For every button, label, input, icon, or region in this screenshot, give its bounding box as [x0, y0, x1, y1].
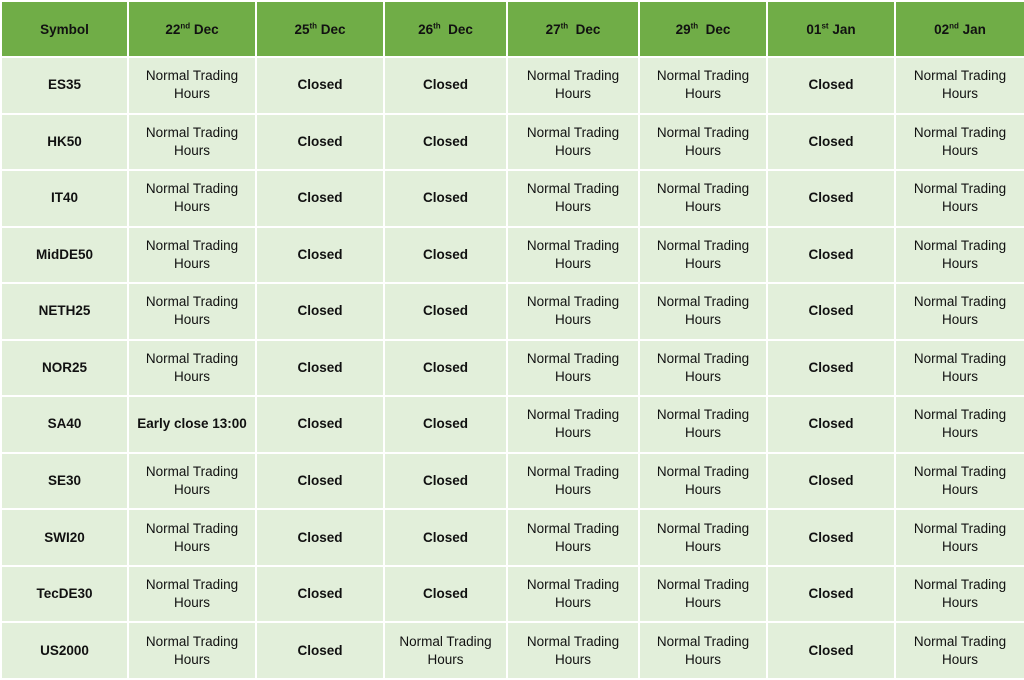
- status-cell: Closed: [768, 567, 894, 622]
- status-cell: Normal Trading Hours: [129, 58, 255, 113]
- status-cell: Normal Trading Hours: [508, 171, 638, 226]
- status-cell: Closed: [385, 567, 506, 622]
- status-cell: Normal Trading Hours: [385, 623, 506, 678]
- status-cell: Normal Trading Hours: [896, 341, 1024, 396]
- status-cell: Closed: [385, 341, 506, 396]
- status-cell: Closed: [257, 115, 383, 170]
- status-cell: Normal Trading Hours: [896, 397, 1024, 452]
- status-cell: Normal Trading Hours: [508, 58, 638, 113]
- status-cell: Closed: [385, 454, 506, 509]
- symbol-cell: IT40: [2, 171, 127, 226]
- status-cell: Normal Trading Hours: [508, 228, 638, 283]
- status-cell: Closed: [768, 284, 894, 339]
- status-cell: Normal Trading Hours: [129, 115, 255, 170]
- status-cell: Normal Trading Hours: [129, 341, 255, 396]
- table-row: [2, 284, 1024, 339]
- status-cell: Closed: [385, 171, 506, 226]
- symbol-cell: NETH25: [2, 284, 127, 339]
- status-cell: Closed: [257, 623, 383, 678]
- status-cell: Normal Trading Hours: [640, 341, 766, 396]
- status-cell: Normal Trading Hours: [896, 623, 1024, 678]
- status-cell: Normal Trading Hours: [508, 454, 638, 509]
- table-body: [2, 58, 1024, 678]
- status-cell: Closed: [768, 510, 894, 565]
- status-cell: Closed: [257, 228, 383, 283]
- status-cell: Normal Trading Hours: [640, 397, 766, 452]
- status-cell: Normal Trading Hours: [896, 454, 1024, 509]
- status-cell: Normal Trading Hours: [640, 171, 766, 226]
- status-cell: Normal Trading Hours: [896, 567, 1024, 622]
- status-cell: Normal Trading Hours: [129, 228, 255, 283]
- status-cell: Normal Trading Hours: [508, 115, 638, 170]
- status-cell: Normal Trading Hours: [508, 397, 638, 452]
- status-cell: Closed: [768, 171, 894, 226]
- status-cell: Normal Trading Hours: [640, 58, 766, 113]
- status-cell: Normal Trading Hours: [640, 115, 766, 170]
- status-cell: Closed: [257, 510, 383, 565]
- status-cell: Closed: [385, 284, 506, 339]
- status-cell: Closed: [768, 115, 894, 170]
- status-cell: Normal Trading Hours: [508, 341, 638, 396]
- header-date: 22nd Dec: [129, 2, 255, 56]
- table-row: [2, 623, 1024, 678]
- table-row: [2, 228, 1024, 283]
- status-cell: Normal Trading Hours: [896, 115, 1024, 170]
- status-cell: Normal Trading Hours: [640, 454, 766, 509]
- status-cell: Closed: [257, 341, 383, 396]
- header-date: 25th Dec: [257, 2, 383, 56]
- symbol-cell: NOR25: [2, 341, 127, 396]
- status-cell: Closed: [385, 228, 506, 283]
- symbol-cell: TecDE30: [2, 567, 127, 622]
- symbol-cell: SE30: [2, 454, 127, 509]
- status-cell: Closed: [257, 567, 383, 622]
- status-cell: Early close 13:00: [129, 397, 255, 452]
- status-cell: Normal Trading Hours: [896, 58, 1024, 113]
- status-cell: Normal Trading Hours: [508, 567, 638, 622]
- status-cell: Closed: [768, 58, 894, 113]
- header-date: 27th Dec: [508, 2, 638, 56]
- table-row: [2, 58, 1024, 113]
- status-cell: Closed: [385, 510, 506, 565]
- table-row: [2, 397, 1024, 452]
- header-date: 02nd Jan: [896, 2, 1024, 56]
- table-row: [2, 171, 1024, 226]
- status-cell: Closed: [385, 397, 506, 452]
- header-date: 29th Dec: [640, 2, 766, 56]
- symbol-cell: SWI20: [2, 510, 127, 565]
- symbol-cell: US2000: [2, 623, 127, 678]
- status-cell: Normal Trading Hours: [129, 171, 255, 226]
- status-cell: Closed: [385, 58, 506, 113]
- status-cell: Normal Trading Hours: [640, 510, 766, 565]
- status-cell: Closed: [768, 228, 894, 283]
- status-cell: Normal Trading Hours: [640, 623, 766, 678]
- symbol-cell: MidDE50: [2, 228, 127, 283]
- symbol-cell: HK50: [2, 115, 127, 170]
- status-cell: Closed: [257, 454, 383, 509]
- status-cell: Normal Trading Hours: [129, 623, 255, 678]
- symbol-cell: SA40: [2, 397, 127, 452]
- status-cell: Closed: [257, 284, 383, 339]
- status-cell: Closed: [768, 454, 894, 509]
- table-row: [2, 115, 1024, 170]
- status-cell: Normal Trading Hours: [640, 284, 766, 339]
- status-cell: Normal Trading Hours: [508, 623, 638, 678]
- header-date: 26th Dec: [385, 2, 506, 56]
- header-symbol: Symbol: [2, 2, 127, 56]
- status-cell: Normal Trading Hours: [640, 567, 766, 622]
- table-row: [2, 567, 1024, 622]
- status-cell: Closed: [257, 397, 383, 452]
- status-cell: Closed: [768, 397, 894, 452]
- status-cell: Normal Trading Hours: [896, 284, 1024, 339]
- status-cell: Normal Trading Hours: [129, 510, 255, 565]
- status-cell: Normal Trading Hours: [640, 228, 766, 283]
- status-cell: Closed: [257, 171, 383, 226]
- table-row: [2, 510, 1024, 565]
- status-cell: Normal Trading Hours: [129, 454, 255, 509]
- status-cell: Closed: [768, 341, 894, 396]
- status-cell: Normal Trading Hours: [508, 284, 638, 339]
- header-date: 01st Jan: [768, 2, 894, 56]
- status-cell: Normal Trading Hours: [508, 510, 638, 565]
- table-row: [2, 341, 1024, 396]
- status-cell: Closed: [257, 58, 383, 113]
- header-row: [2, 2, 1024, 56]
- status-cell: Closed: [385, 115, 506, 170]
- status-cell: Normal Trading Hours: [896, 171, 1024, 226]
- status-cell: Normal Trading Hours: [896, 228, 1024, 283]
- status-cell: Normal Trading Hours: [896, 510, 1024, 565]
- table-row: [2, 454, 1024, 509]
- symbol-cell: ES35: [2, 58, 127, 113]
- status-cell: Closed: [768, 623, 894, 678]
- status-cell: Normal Trading Hours: [129, 284, 255, 339]
- status-cell: Normal Trading Hours: [129, 567, 255, 622]
